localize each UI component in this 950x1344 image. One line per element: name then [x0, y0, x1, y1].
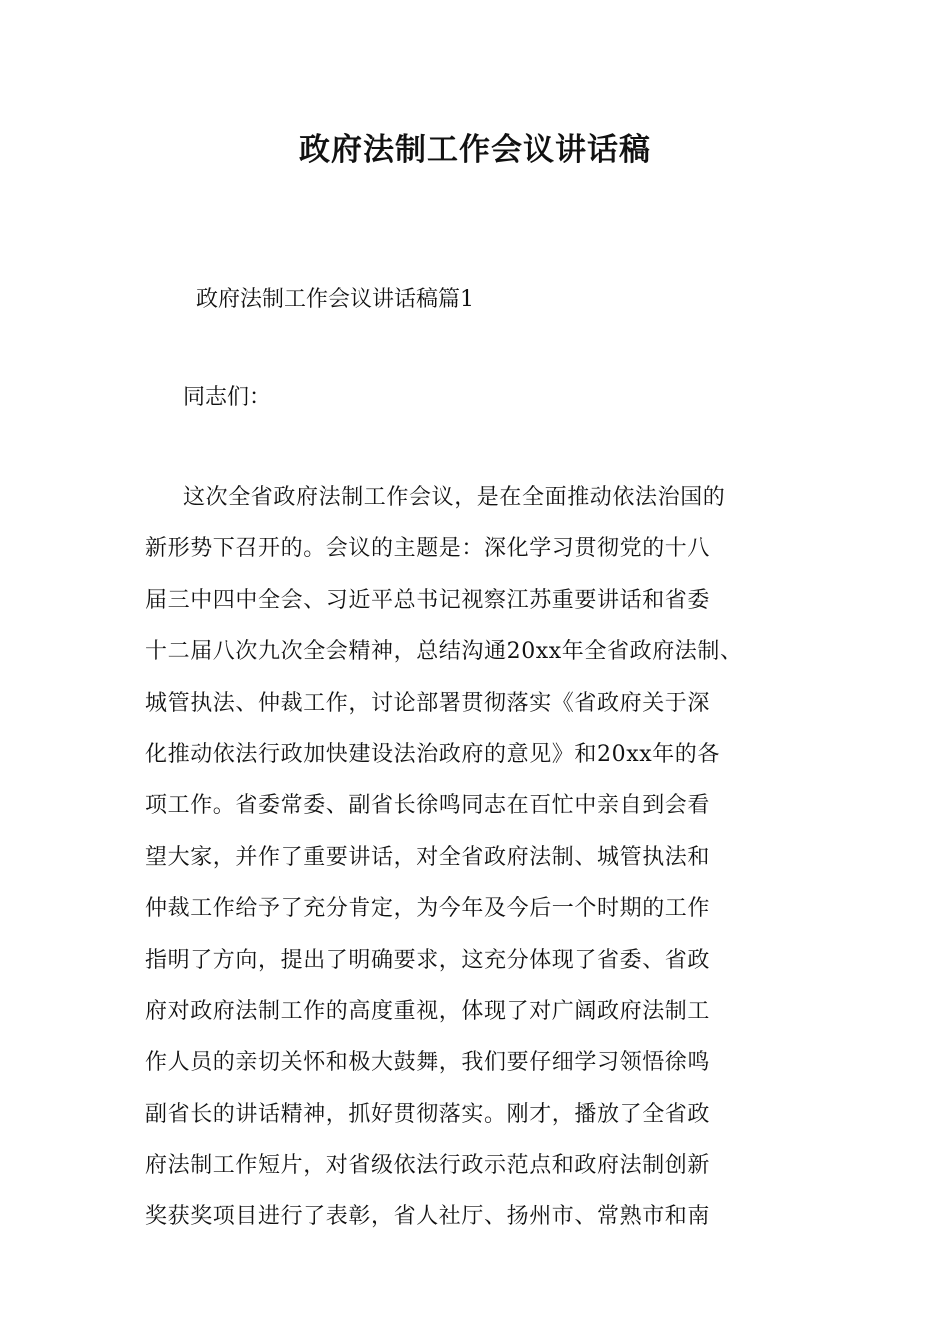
body-line: 化推动依法行政加快建设法治政府的意见》和20xx年的各	[145, 741, 721, 767]
section-heading: 政府法制工作会议讲话稿篇1	[196, 287, 474, 312]
body-line: 新形势下召开的。会议的主题是：深化学习贯彻党的十八	[145, 536, 711, 562]
body-line: 望大家，并作了重要讲话，对全省政府法制、城管执法和	[145, 844, 711, 870]
body-line: 指明了方向，提出了明确要求，这充分体现了省委、省政	[145, 947, 711, 973]
body-line: 作人员的亲切关怀和极大鼓舞，我们要仔细学习领悟徐鸣	[145, 1050, 711, 1076]
document-title: 政府法制工作会议讲话稿	[299, 132, 651, 168]
body-line: 十二届八次九次全会精神，总结沟通20xx年全省政府法制、	[145, 639, 743, 665]
body-paragraph	[145, 480, 835, 1251]
body-line: 奖获奖项目进行了表彰，省人社厅、扬州市、常熟市和南	[145, 1204, 711, 1230]
body-line: 届三中四中全会、习近平总书记视察江苏重要讲话和省委	[145, 587, 711, 613]
body-line: 城管执法、仲裁工作，讨论部署贯彻落实《省政府关于深	[145, 690, 711, 716]
body-line: 这次全省政府法制工作会议，是在全面推动依法治国的	[183, 485, 726, 510]
body-line: 府对政府法制工作的高度重视，体现了对广阔政府法制工	[145, 998, 711, 1024]
body-line: 仲裁工作给予了充分肯定，为今年及今后一个时期的工作	[145, 896, 711, 922]
salutation: 同志们：	[183, 385, 272, 410]
body-line: 项工作。省委常委、副省长徐鸣同志在百忙中亲自到会看	[145, 793, 711, 819]
body-line: 府法制工作短片，对省级依法行政示范点和政府法制创新	[145, 1153, 711, 1179]
body-line: 副省长的讲话精神，抓好贯彻落实。刚才，播放了全省政	[145, 1101, 711, 1127]
